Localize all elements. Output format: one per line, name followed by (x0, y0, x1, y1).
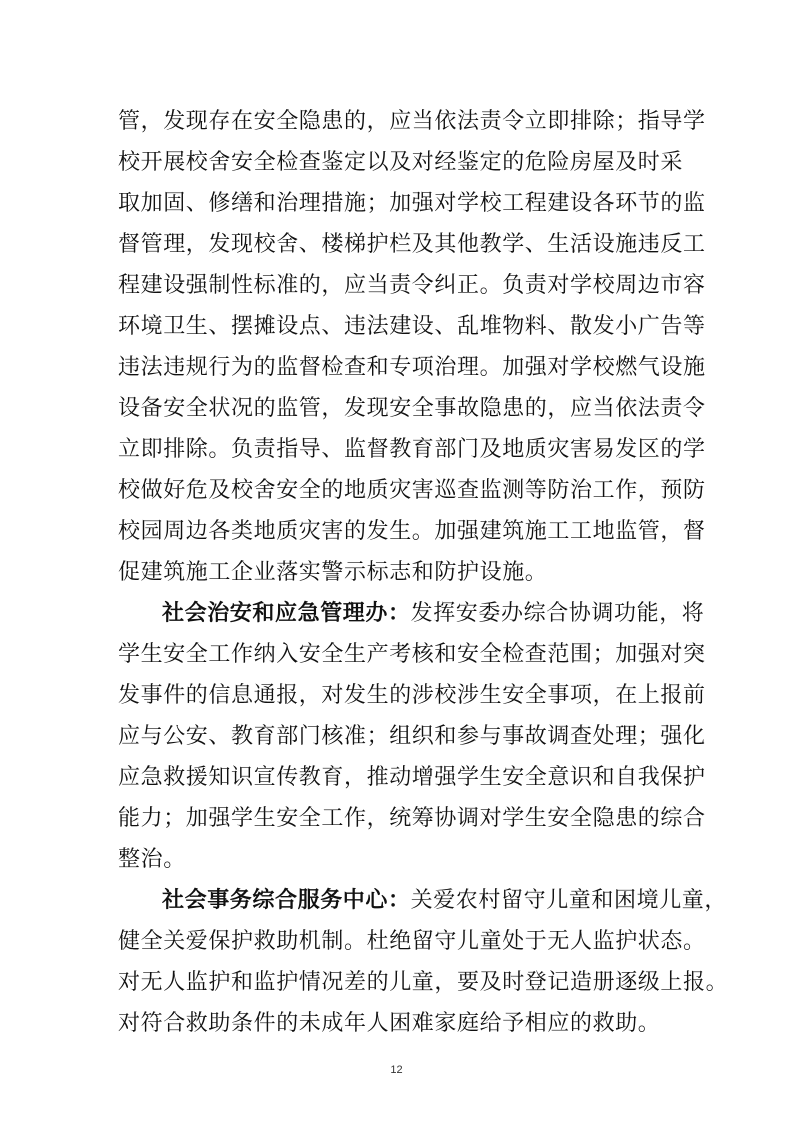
body-text-line: 设备安全状况的监管，发现安全事故隐患的，应当依法责令 (118, 396, 706, 421)
body-text-line: 发事件的信息通报，对发生的涉校涉生安全事项，在上报前 (118, 683, 706, 708)
body-text-line: 立即排除。负责指导、监督教育部门及地质灾害易发区的学 (118, 437, 706, 462)
paragraph-first-line (162, 883, 727, 919)
body-text-line: 管，发现存在安全隐患的，应当依法责令立即排除；指导学 (118, 109, 706, 134)
body-text-line: 学生安全工作纳入安全生产考核和安全检查范围；加强对突 (118, 642, 706, 667)
body-text-line: 应与公安、教育部门核准；组织和参与事故调查处理；强化 (118, 724, 706, 749)
body-text-line: 程建设强制性标准的，应当责令纠正。负责对学校周边市容 (118, 273, 706, 298)
body-text-line: 能力；加强学生安全工作，统筹协调对学生安全隐患的综合 (118, 806, 706, 831)
body-text: 发挥安委办综合协调功能，将 (410, 601, 705, 626)
body-text-line: 对无人监护和监护情况差的儿童，要及时登记造册逐级上报。 (118, 970, 729, 995)
body-text-line: 整治。 (118, 847, 186, 872)
body-text-line: 健全关爱保护救助机制。杜绝留守儿童处于无人监护状态。 (118, 929, 706, 954)
body-text: 关爱农村留守儿童和困境儿童， (410, 888, 728, 913)
body-text-line: 促建筑施工企业落实警示标志和防护设施。 (118, 560, 548, 585)
section-heading: 社会事务综合服务中心： (162, 888, 411, 913)
page-number: 12 (390, 1064, 403, 1076)
body-text-line: 环境卫生、摆摊设点、违法建设、乱堆物料、散发小广告等 (118, 314, 706, 339)
body-text-line: 校做好危及校舍安全的地质灾害巡查监测等防治工作，预防 (118, 478, 706, 503)
body-text-line: 违法违规行为的监督检查和专项治理。加强对学校燃气设施 (118, 355, 706, 380)
body-text-line: 校开展校舍安全检查鉴定以及对经鉴定的危险房屋及时采 (118, 150, 684, 175)
body-text-line: 校园周边各类地质灾害的发生。加强建筑施工工地监管，督 (118, 519, 706, 544)
paragraph-first-line (162, 596, 704, 632)
section-heading: 社会治安和应急管理办： (162, 601, 411, 626)
body-text-line: 应急救援知识宣传教育，推动增强学生安全意识和自我保护 (118, 765, 706, 790)
body-text-line: 督管理，发现校舍、楼梯护栏及其他教学、生活设施违反工 (118, 232, 706, 257)
body-text-line: 取加固、修缮和治理措施；加强对学校工程建设各环节的监 (118, 191, 706, 216)
body-text-line: 对符合救助条件的未成年人困难家庭给予相应的救助。 (118, 1011, 661, 1036)
